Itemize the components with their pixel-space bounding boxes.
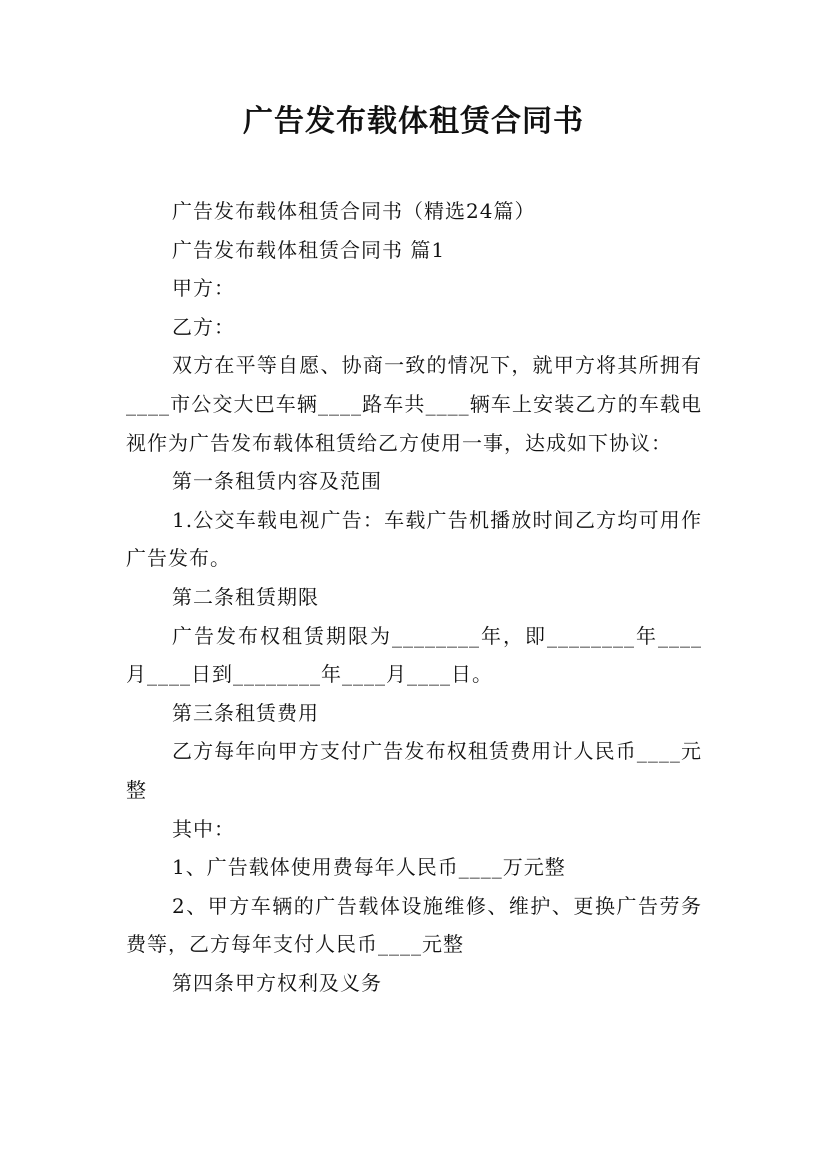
paragraph: 1、广告载体使用费每年人民币____万元整 [172, 855, 566, 880]
paragraph: 其中： [172, 816, 235, 841]
paragraph: 2、甲方车辆的广告载体设施维修、维护、更换广告劳务费等，乙方每年支付人民币____元整 [126, 893, 702, 957]
document-body [126, 192, 702, 1002]
paragraph: 甲方： [172, 276, 235, 301]
section-heading: 第二条租赁期限 [172, 584, 319, 609]
paragraph: 乙方： [172, 314, 235, 339]
paragraph: 广告发布权租赁期限为________年，即________年____月____日到________年____月____日。 [126, 623, 702, 687]
paragraph: 广告发布载体租赁合同书 篇1 [172, 237, 446, 262]
section-heading: 第一条租赁内容及范围 [172, 469, 382, 494]
paragraph: 1.公交车载电视广告：车载广告机播放时间乙方均可用作广告发布。 [126, 507, 702, 571]
document-title: 广告发布载体租赁合同书 [243, 104, 584, 139]
paragraph: 广告发布载体租赁合同书（精选24篇） [172, 199, 536, 223]
section-heading: 第四条甲方权利及义务 [172, 970, 382, 995]
paragraph: 双方在平等自愿、协商一致的情况下，就甲方将其所拥有____市公交大巴车辆____路车共____辆车上安装乙方的车载电视作为广告发布载体租赁给乙方使用一事，达成如下协议： [126, 353, 702, 455]
paragraph: 乙方每年向甲方支付广告发布权租赁费用计人民币____元整 [126, 739, 702, 802]
section-heading: 第三条租赁费用 [172, 700, 319, 725]
